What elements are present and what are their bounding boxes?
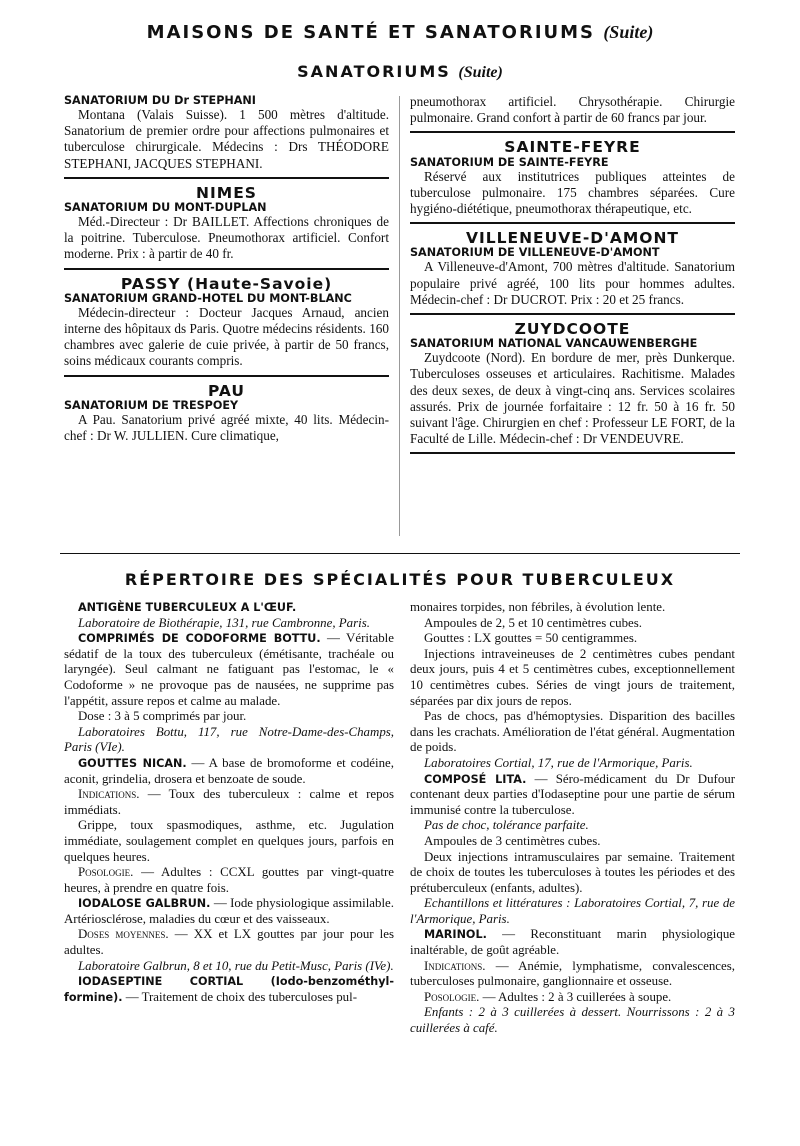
entry-antigene [64, 600, 394, 616]
entry-subtitle: SANATORIUM DU Dr STEPHANI [64, 94, 256, 107]
entry-text: — Véritable sédatif de la toux des tuberculeux (émétisante, trachéale ou laryngée). Seul calmant ne fatiguant pas l'estomac, le « Codoforme » ne provoque pas de nausées, ne supprime pas l'appétit, assure repos et calme au malade. [64, 631, 394, 708]
indications-body: — Toux des tuberculeux : calme et repos immédiats. [64, 787, 394, 817]
entry-body: Montana (Valais Suisse). 1 500 mètres d'altitude. Sanatorium de premier ordre pour affections pulmonaires et tuberculose chirurgicale. Médecins : Drs THÉODORE STEPHANI, JACQUES STEPHANI. [64, 107, 389, 171]
entry-sainte-feyre [410, 139, 735, 224]
entry-title: NIMES [196, 183, 257, 202]
indications-body: — Anémie, lymphatisme, convalescences, tuberculoses pulmonaire, ganglionnaire et osseuse. [410, 958, 735, 989]
label-posologie: Posologie. [424, 989, 480, 1004]
entry-body: pneumothorax artificiel. Chrysothérapie. Chirurgie pulmonaire. Grand confort à partir de 60 francs par jour. [410, 94, 735, 126]
entry-continuation [410, 94, 735, 133]
injections-text: Deux injections intramusculaires par semaine. Traitement de choix de toutes les tuberculoses à toutes les périodes et des prétuberculeux (enfants, adultes). [410, 849, 735, 895]
entry-body: Méd.-Directeur : Dr BAILLET. Affections chroniques de la poitrine. Tuberculose. Pneumothorax artificiel. Confort moderne. Prix : à partir de 40 fr. [64, 214, 389, 262]
subtitle-suite: (Suite) [458, 64, 503, 81]
injections-text: Injections intraveineuses de 2 centimètres cubes pendant deux jours, puis 4 et 5 centimètres cubes, exceptionnellement 10 centimètres cubes. Séries de vingt jours de traitement, séparées par dix jours de repos. [410, 646, 735, 708]
entry-head: COMPRIMÉS DE CODOFORME BOTTU. [78, 632, 321, 646]
page-title: MAISONS DE SANTÉ ET SANATORIUMS (Suite) [146, 22, 654, 43]
lab-address: Laboratoire Galbrun, 8 et 10, rue du Petit-Musc, Paris (IVe). [78, 958, 394, 973]
entry-head: IODALOSE GALBRUN. [78, 897, 211, 911]
entry-title: PAU [207, 381, 246, 400]
entry-body: Médecin-directeur : Docteur Jacques Arnaud, ancien interne des hôpitaux ds Paris. Quotre médecins résidents. 160 chambres avec galerie de cuie privée, à partir de 50 francs, soins médicaux courants compris. [64, 304, 389, 369]
label-indications: Indications. [424, 958, 486, 973]
entry-head: COMPOSÉ LITA. [424, 772, 527, 786]
tolerance-text: Pas de choc, tolérance parfaite. [424, 818, 589, 833]
lab-address: Laboratoires Bottu, 117, rue Notre-Dame-des-Champs, Paris (VIe). [64, 724, 394, 755]
entry-stephani [64, 94, 389, 179]
ampoules-text: Ampoules de 2, 5 et 10 centimètres cubes. [424, 615, 643, 630]
entry-text: — Séro-médicament du Dr Dufour contenant deux parties d'Iodaseptine pour une partie de sérum immunisé contre la tuberculose. [410, 771, 736, 817]
entry-body: Zuydcoote (Nord). En bordure de mer, près Dunkerque. Tuberculoses osseuses et articulaires. Rachitisme. Malades des deux sexes, de deux à vingt-cinq ans. Services scolaires assurés. Prix de journée forfaitaire : 12 fr. 50 à 16 fr. 50 suivant l'âge. Chirurgien en chef : Professeur LE FORT, de la Faculté de Lille. Médecin-chef : Dr VENDEUVRE. [410, 350, 735, 447]
entry-zuydcoote [410, 321, 735, 454]
entry-pau [64, 383, 389, 450]
doses-text [64, 927, 394, 958]
posologie-body: — Adultes : CCXL gouttes par vingt-quatre heures, à prendre en quatre fois. [64, 865, 394, 895]
entry-subtitle: SANATORIUM NATIONAL VANCAUWENBERGHE [410, 337, 698, 351]
posologie-body: — Adultes : 2 à 3 cuillerées à soupe. [482, 989, 672, 1004]
continuation-text: monaires torpides, non fébriles, à évolution lente. [410, 600, 666, 614]
entry-title: PASSY (Haute-Savoie) [120, 274, 333, 293]
title-suite: (Suite) [603, 22, 654, 42]
entry-title: ZUYDCOOTE [514, 320, 631, 339]
entry-subtitle: SANATORIUM DE VILLENEUVE-D'AMONT [410, 246, 660, 260]
entry-text: — Reconstituant marin physiologique inaltérable, de goût agréable. [410, 927, 735, 958]
entry-iodalose [64, 896, 394, 927]
entry-text: — Traitement de choix des tuberculoses pul- [125, 989, 357, 1004]
entry-nimes [64, 185, 389, 270]
posologie-text [64, 865, 394, 896]
label-posologie: Posologie. [78, 865, 134, 880]
gouttes-text: Gouttes : LX gouttes = 50 centigrammes. [424, 631, 638, 646]
entry-head: MARINOL. [424, 928, 487, 942]
entry-iodaseptine [64, 974, 394, 1005]
posologie-text [410, 990, 735, 1006]
right-column [410, 94, 735, 460]
repertoire-title: RÉPERTOIRE DES SPÉCIALITÉS POUR TUBERCULEUX [124, 570, 676, 589]
section-separator [60, 553, 740, 554]
entry-title: VILLENEUVE-D'AMONT [465, 229, 680, 248]
column-divider [399, 96, 400, 536]
dose-text: Dose : 3 à 5 comprimés par jour. [78, 709, 247, 724]
entry-lita [410, 772, 735, 819]
entry-head: IODASEPTINE CORTIAL (Iodo-benzométhyl-formine). [64, 975, 394, 1004]
entry-gouttes [64, 756, 394, 787]
left-column [64, 94, 389, 455]
lab-address: Laboratoires Cortial, 17, rue de l'Armorique, Paris. [424, 755, 693, 770]
entry-subtitle: SANATORIUM DU MONT-DUPLAN [64, 201, 267, 215]
entry-body: A Pau. Sanatorium privé agréé mixte, 40 lits. Médecin-chef : Dr W. JULLIEN. Cure climatique, [64, 411, 389, 444]
indications-text [64, 787, 394, 818]
lab-address: Laboratoire de Biothérapie, 131, rue Cambronne, Paris. [78, 615, 370, 630]
entry-comprimes [64, 631, 394, 709]
entry-marinol [410, 927, 735, 958]
enfants-text: Enfants : 2 à 3 cuillerées à dessert. Nourrissons : 2 à 3 cuillerées à café. [410, 1005, 735, 1036]
ampoules-text: Ampoules de 3 centimètres cubes. [424, 833, 601, 848]
entry-text: — A base de bromoforme et codéine, aconit, grindelia, drosera et benzoate de soude. [64, 755, 394, 786]
entry-subtitle: SANATORIUM DE TRESPOEY [64, 398, 239, 412]
indications-text [410, 959, 735, 990]
entry-subtitle: SANATORIUM DE SAINTE-FEYRE [410, 155, 609, 169]
section-heading-sanatoriums: SANATORIUMS (Suite) [297, 62, 503, 81]
label-doses: Doses moyennes. [78, 927, 169, 942]
chocs-text: Pas de chocs, pas d'hémoptysies. Disparition des bacilles dans les crachats. Amélioration de l'état général. Augmentation de poids. [410, 709, 735, 755]
entry-body: A Villeneuve-d'Amont, 700 mètres d'altitude. Sanatorium populaire privé agréé, 100 lits pour hommes adultes. Médecin-chef : Dr DUCROT. Prix : 20 et 25 francs. [410, 259, 735, 307]
grippe-text: Grippe, toux spasmodiques, asthme, etc. Jugulation immédiate, soulagement complet en quelques jours, parfois en quelques heures. [64, 818, 394, 864]
lab-address: Echantillons et littératures : Laboratoires Cortial, 7, rue de l'Armorique, Paris. [410, 896, 735, 926]
repertoire-left-column [64, 600, 394, 1005]
entry-body: Réservé aux institutrices publiques atteintes de tuberculose pulmonaire. 175 chambres séparées. Cure hygiéno-diététique, pneumothorax thérapeutique, etc. [410, 168, 735, 217]
entry-text: — Iode physiologique assimilable. Artériosclérose, maladies du cœur et des vaisseaux. [64, 896, 394, 926]
entry-head: ANTIGÈNE TUBERCULEUX A L'ŒUF. [78, 601, 297, 614]
entry-subtitle: SANATORIUM GRAND-HOTEL DU MONT-BLANC [64, 291, 352, 305]
label-indications: Indications. [78, 787, 140, 802]
entry-head: GOUTTES NICAN. [78, 756, 187, 770]
entry-title: SAINTE-FEYRE [504, 138, 641, 157]
entry-passy [64, 276, 389, 377]
entry-villeneuve [410, 230, 735, 315]
doses-body: — XX et LX gouttes par jour pour les adultes. [64, 927, 395, 958]
repertoire-right-column [410, 600, 735, 1037]
